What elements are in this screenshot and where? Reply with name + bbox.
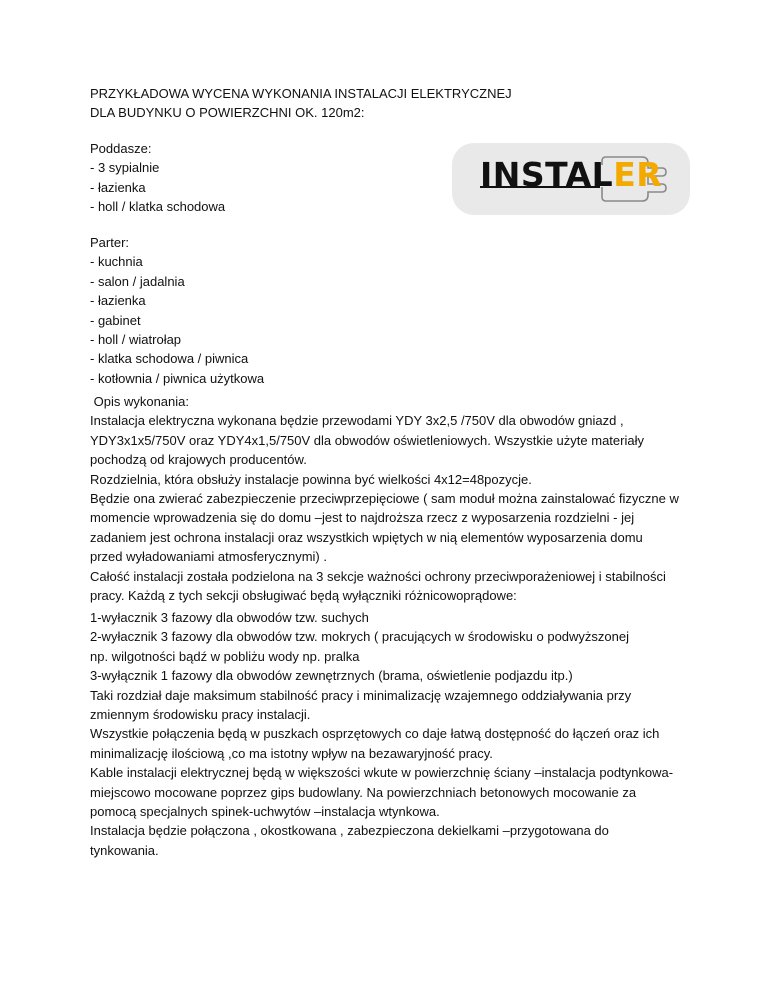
ground-floor-item: - klatka schodowa / piwnica	[90, 351, 249, 367]
description-line: Instalacja elektryczna wykonana będzie przewodami YDY 3x2,5 /750V dla obwodów gniazd ,	[90, 413, 624, 429]
description-line: przed wyładowaniami atmosferycznymi) .	[90, 549, 327, 565]
description-section	[90, 392, 690, 605]
logo-text-er: ER	[613, 155, 663, 194]
ground-floor-item: - kotłownia / piwnica użytkowa	[90, 370, 265, 386]
ground-floor-heading: Parter:	[90, 235, 130, 250]
description-line: Będzie ona zwierać zabezpieczenie przeciwprzepięciowe ( sam moduł można zainstalować fizyczne w	[90, 490, 679, 506]
circuits-line: Wszystkie połączenia będą w puszkach osprzętowych co daje łatwą dostępność do łączeń oraz ich	[90, 726, 660, 742]
title-line-2: DLA BUDYNKU O POWIERZCHNI OK. 120m2:	[90, 105, 365, 121]
logo-text-instal: INSTAL	[480, 155, 614, 194]
circuits-line: minimalizację ilościową ,co ma istotny wpływ na bezawaryjność pracy.	[90, 745, 493, 761]
ground-floor-section	[90, 233, 690, 388]
attic-heading: Poddasze:	[90, 141, 152, 156]
attic-item: - 3 sypialnie	[90, 160, 160, 176]
description-line: Rozdzielnia, która obsłuży instalacje powinna być wielkości 4x12=48pozycje.	[90, 471, 532, 487]
circuits-line: Taki rozdział daje maksimum stabilność pracy i minimalizację wzajemnego oddziaływania przy	[90, 687, 632, 703]
instaler-logo	[452, 143, 690, 215]
ground-floor-item: - gabinet	[90, 312, 141, 328]
description-line: YDY3x1x5/750V oraz YDY4x1,5/750V dla obwodów oświetleniowych. Wszystkie użyte materiały	[90, 432, 644, 448]
description-line: Całość instalacji została podzielona na 3 sekcje ważności ochrony przeciwporażeniowej i stabilności	[90, 568, 666, 584]
ground-floor-item: - łazienka	[90, 293, 146, 309]
circuits-line: 2-wyłacznik 3 fazowy dla obwodów tzw. mokrych ( pracujących w środowisku o podwyższonej	[90, 629, 629, 645]
attic-item: - holl / klatka schodowa	[90, 199, 226, 215]
description-line: pochodzą od krajowych producentów.	[90, 452, 307, 468]
circuits-section	[90, 608, 690, 860]
circuits-line: tynkowania.	[90, 842, 159, 858]
title-line-1: PRZYKŁADOWA WYCENA WYKONANIA INSTALACJI ELEKTRYCZNEJ	[90, 86, 512, 101]
circuits-line: miejscowo mocowane poprzez gips budowlany. Na powierzchniach betonowych mocowanie za	[90, 784, 637, 800]
description-heading: Opis wykonania:	[90, 394, 189, 409]
document-title	[90, 84, 690, 123]
ground-floor-item: - holl / wiatrołap	[90, 331, 182, 347]
circuits-line: pomocą specjalnych spinek-uchwytów –instalacja wtynkowa.	[90, 803, 440, 819]
circuits-line: 1-wyłacznik 3 fazowy dla obwodów tzw. suchych	[90, 610, 369, 625]
circuits-line: Kable instalacji elektrycznej będą w większości wkute w powierzchnię ściany –instalacja podtynkowa-	[90, 765, 674, 781]
description-line: pracy. Każdą z tych sekcji obsługiwać będą wyłączniki różnicowoprądowe:	[90, 587, 517, 603]
circuits-line: np. wilgotności bądź w pobliżu wody np. pralka	[90, 648, 360, 664]
ground-floor-item: - kuchnia	[90, 254, 143, 270]
ground-floor-item: - salon / jadalnia	[90, 273, 185, 289]
description-line: momencie wprowadzenia się do domu –jest to najdroższa rzecz z wyposarzenia rozdzielni - jej	[90, 510, 635, 526]
circuits-line: zmiennym środowisku pracy instalacji.	[90, 706, 311, 722]
description-line: zadaniem jest ochrona instalacji oraz wszystkich wpiętych w nią elementów wyposarzenia domu	[90, 529, 643, 545]
attic-item: - łazienka	[90, 179, 146, 195]
circuits-line: Instalacja będzie połączona , okostkowana , zabezpieczona dekielkami –przygotowana do	[90, 823, 609, 839]
circuits-line: 3-wyłącznik 1 fazowy dla obwodów zewnętrznych (brama, oświetlenie podjazdu itp.)	[90, 668, 573, 684]
logo-wordmark	[480, 155, 662, 195]
